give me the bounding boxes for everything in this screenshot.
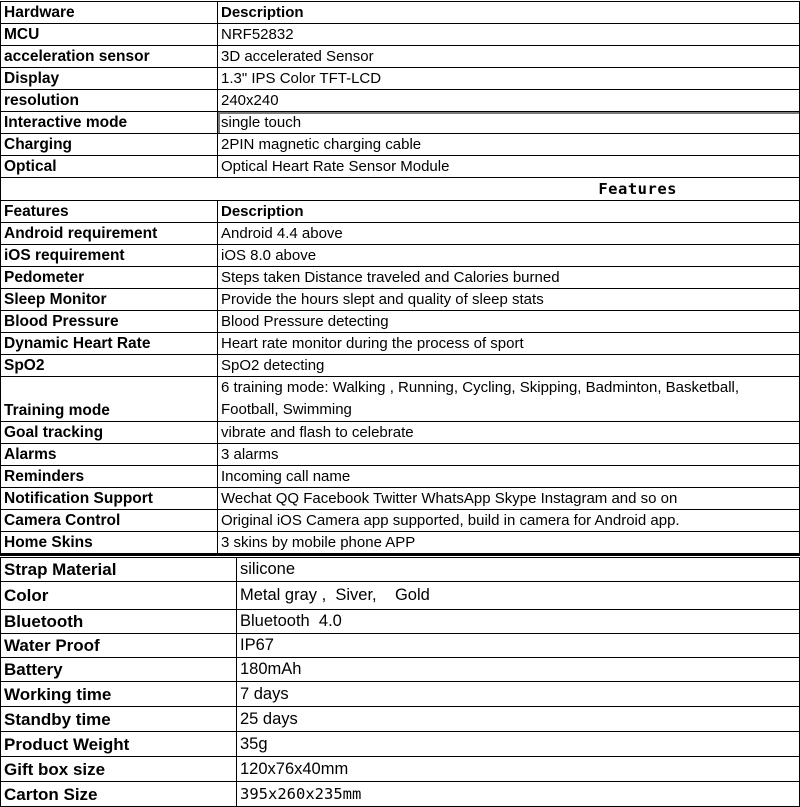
row-value: Incoming call name [218,466,800,488]
table-row [1,658,800,682]
row-label: Strap Material [1,558,237,582]
row-value: 120x76x40mm [237,757,800,782]
row-value: 7 days [237,682,800,707]
table-row [1,532,800,555]
row-value: SpO2 detecting [218,355,800,377]
row-value: 395x260x235mm [237,782,800,807]
row-value: IP67 [237,634,800,658]
features-title-band [0,178,800,200]
row-label: Dynamic Heart Rate [1,333,218,355]
table-row [1,707,800,732]
row-value: 2PIN magnetic charging cable [218,134,800,156]
row-label: Reminders [1,466,218,488]
row-value: 180mAh [237,658,800,682]
table-header-row [1,201,800,223]
row-label: Sleep Monitor [1,289,218,311]
table-row [1,156,800,178]
row-label: Color [1,582,237,610]
row-label: Battery [1,658,237,682]
row-label: Goal tracking [1,422,218,444]
row-value: 3 skins by mobile phone APP [218,532,800,555]
row-value: vibrate and flash to celebrate [218,422,800,444]
row-value: Metal gray , Siver, Gold [237,582,800,610]
table-row [1,112,800,134]
table-row [1,634,800,658]
table-row [1,377,800,422]
row-label: Display [1,68,218,90]
table-row [1,732,800,757]
row-label: Interactive mode [1,112,218,134]
row-value: Optical Heart Rate Sensor Module [218,156,800,178]
table-row [1,582,800,610]
table-row [1,289,800,311]
row-label: Notification Support [1,488,218,510]
row-label: SpO2 [1,355,218,377]
table-row [1,444,800,466]
row-value: silicone [237,558,800,582]
table-row [1,333,800,355]
row-label: Blood Pressure [1,311,218,333]
row-value: 240x240 [218,90,800,112]
row-label: Carton Size [1,782,237,807]
table-row [1,488,800,510]
row-value: 3 alarms [218,444,800,466]
row-value: 25 days [237,707,800,732]
table-row [1,68,800,90]
table-row [1,782,800,807]
row-label: Pedometer [1,267,218,289]
row-value: 1.3" IPS Color TFT-LCD [218,68,800,90]
table-row [1,355,800,377]
row-value: Android 4.4 above [218,223,800,245]
header-description: Description [218,201,800,223]
row-label: Home Skins [1,532,218,555]
row-value: Bluetooth 4.0 [237,610,800,634]
table-header-row [1,2,800,24]
table-row [1,510,800,532]
row-label: Alarms [1,444,218,466]
table-row [1,757,800,782]
row-value: NRF52832 [218,24,800,46]
features-table [0,200,800,556]
row-label: Optical [1,156,218,178]
row-label: Bluetooth [1,610,237,634]
table-row [1,422,800,444]
table-row [1,466,800,488]
spec-table [0,557,800,807]
row-label: resolution [1,90,218,112]
hardware-table [0,1,800,178]
row-label: Standby time [1,707,237,732]
table-row [1,223,800,245]
row-value: 3D accelerated Sensor [218,46,800,68]
row-value: Provide the hours slept and quality of sleep stats [218,289,800,311]
row-label: iOS requirement [1,245,218,267]
row-value: 6 training mode: Walking , Running, Cycling, Skipping, Badminton, Basketball, Football, Swimming [218,377,800,422]
table-row [1,311,800,333]
row-label: Android requirement [1,223,218,245]
row-label: Camera Control [1,510,218,532]
table-row [1,24,800,46]
row-label: Training mode [1,377,218,422]
row-value: Wechat QQ Facebook Twitter WhatsApp Skype Instagram and so on [218,488,800,510]
table-row [1,267,800,289]
table-row [1,134,800,156]
row-label: acceleration sensor [1,46,218,68]
header-description: Description [218,2,800,24]
table-row [1,558,800,582]
table-row [1,46,800,68]
header-hardware: Hardware [1,2,218,24]
row-value: 35g [237,732,800,757]
table-row [1,245,800,267]
row-label: MCU [1,24,218,46]
row-label: Water Proof [1,634,237,658]
row-label: Product Weight [1,732,237,757]
row-value: Steps taken Distance traveled and Calories burned [218,267,800,289]
row-label: Gift box size [1,757,237,782]
row-value: Original iOS Camera app supported, build in camera for Android app. [218,510,800,532]
row-label: Charging [1,134,218,156]
table-row [1,682,800,707]
row-value: Blood Pressure detecting [218,311,800,333]
row-value: iOS 8.0 above [218,245,800,267]
row-value: Heart rate monitor during the process of sport [218,333,800,355]
table-row [1,90,800,112]
features-title: Features [598,180,677,198]
row-value: single touch [218,112,800,134]
table-row [1,610,800,634]
header-features: Features [1,201,218,223]
row-label: Working time [1,682,237,707]
